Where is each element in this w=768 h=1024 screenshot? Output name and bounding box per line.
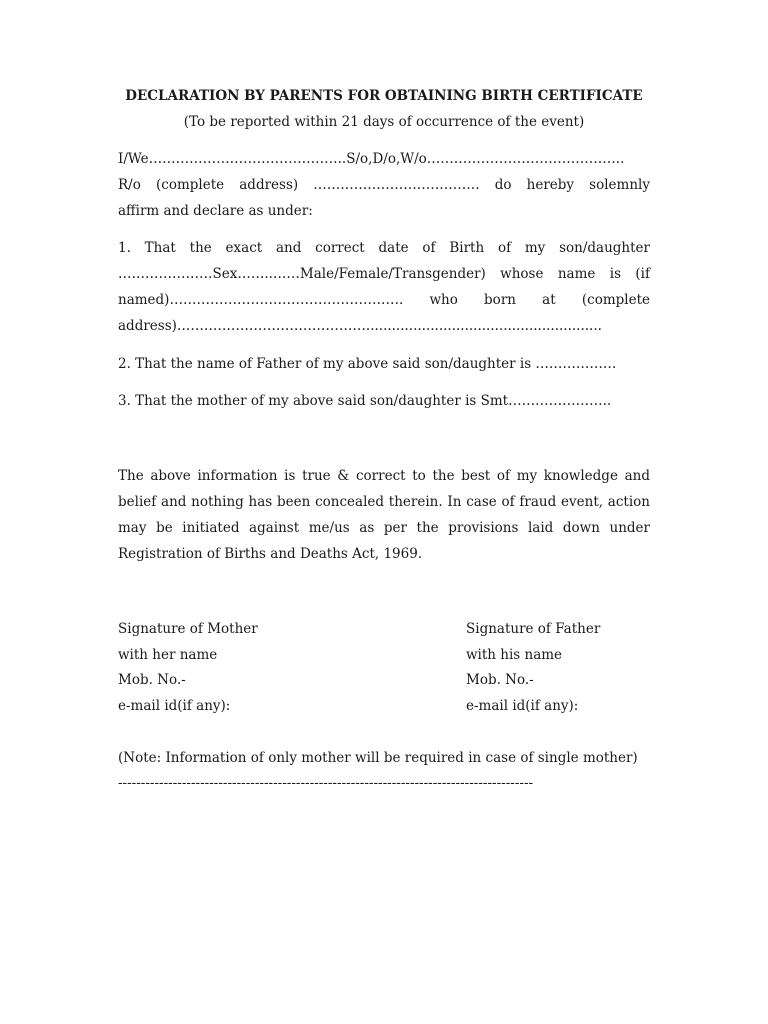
father-mobile-label: Mob. No.-	[466, 672, 534, 688]
clause-1-line-1: 1. That the exact and correct date of Birth of my son/daughter	[118, 240, 650, 256]
statement-line-1: The above information is true & correct to the best of my knowledge and	[118, 468, 650, 484]
statement-line-2: belief and nothing has been concealed therein. In case of fraud event, action	[118, 494, 650, 510]
clause-2: 2. That the name of Father of my above said son/daughter is ………………	[118, 356, 617, 372]
mother-signature-label: Signature of Mother	[118, 621, 258, 637]
document-title: DECLARATION BY PARENTS FOR OBTAINING BIRTH CERTIFICATE	[125, 88, 643, 104]
clause-1-line-3: named)……………………………………………. who born at (complete	[118, 292, 650, 308]
clause-3: 3. That the mother of my above said son/daughter is Smt…………………..	[118, 393, 612, 409]
clause-1-line-4: address)…………………………………….......................................................	[118, 318, 602, 334]
mother-name-label: with her name	[118, 647, 218, 663]
father-email-label: e-mail id(if any):	[466, 698, 579, 714]
father-name-label: with his name	[466, 647, 563, 663]
intro-line-2: R/o (complete address) ………………………………. do hereby solemnly	[118, 177, 650, 193]
document-subtitle: (To be reported within 21 days of occurrence of the event)	[183, 114, 585, 130]
separator-line: -------------------------------------------------------------------------------------------	[118, 775, 534, 791]
mother-email-label: e-mail id(if any):	[118, 698, 231, 714]
clause-1-line-2: …………………Sex……..……Male/Female/Transgender) whose name is (if	[118, 266, 650, 282]
father-signature-label: Signature of Father	[466, 621, 601, 637]
statement-line-4: Registration of Births and Deaths Act, 1969.	[118, 546, 423, 562]
single-mother-note: (Note: Information of only mother will be required in case of single mother)	[118, 750, 638, 766]
intro-line-1: I/We……………………………………..S/o,D/o,W/o……………………………………..	[118, 151, 625, 167]
statement-line-3: may be initiated against me/us as per the provisions laid down under	[118, 520, 650, 536]
mother-mobile-label: Mob. No.-	[118, 672, 186, 688]
intro-line-3: affirm and declare as under:	[118, 203, 313, 219]
